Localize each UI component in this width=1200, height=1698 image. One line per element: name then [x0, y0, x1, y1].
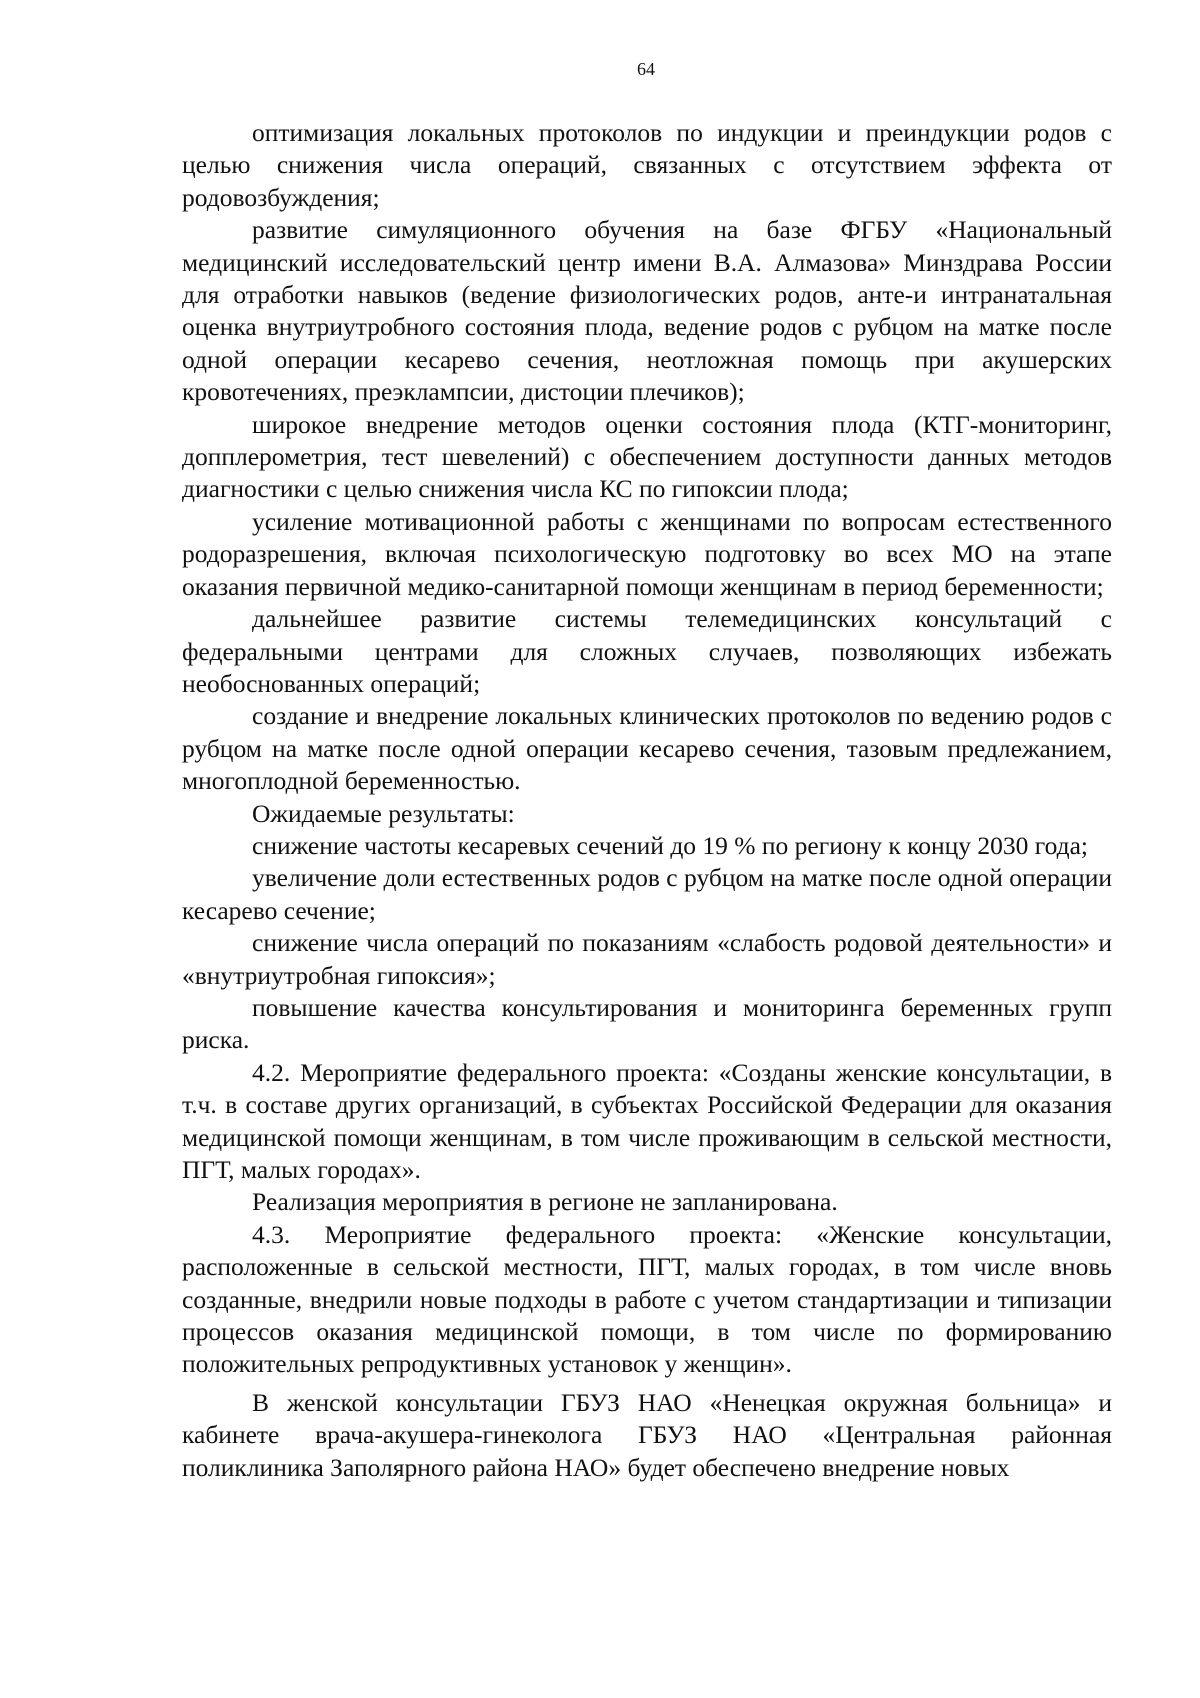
paragraph: оптимизация локальных протоколов по индукции и преиндукции родов с целью снижения числа операций, связанных с отсутствием эффекта от родовозбуждения;	[182, 118, 1112, 212]
paragraph: В женской консультации ГБУЗ НАО «Ненецкая окружная больница» и кабинете врача-акушера-гинеколога ГБУЗ НАО «Центральная районная поликлиника Заполярного района НАО» будет обеспечено внедрение новых	[182, 1387, 1112, 1482]
paragraph: усиление мотивационной работы с женщинами по вопросам естественного родоразрешения, включая психологическую подготовку во всех МО на этапе оказания первичной медико-санитарной помощи женщинам в период беременности;	[182, 506, 1112, 601]
paragraph: широкое внедрение методов оценки состояния плода (КТГ-мониторинг, допплерометрия, тест шевелений) с обеспечением доступности данных методов диагностики с целью снижения числа КС по гипоксии плода;	[182, 409, 1112, 504]
paragraph: Реализация мероприятия в регионе не запланирована.	[252, 1187, 838, 1217]
page-number: 64	[637, 59, 655, 79]
paragraph: снижение числа операций по показаниям «слабость родовой деятельности» и «внутриутробная гипоксия»;	[182, 928, 1112, 990]
paragraph: увеличение доли естественных родов с рубцом на матке после одной операции кесарево сечение;	[182, 863, 1112, 925]
paragraph: Ожидаемые результаты:	[252, 798, 515, 828]
paragraph: создание и внедрение локальных клинических протоколов по ведению родов с рубцом на матке после одной операции кесарево сечения, тазовым предлежанием, многоплодной беременностью.	[182, 701, 1112, 796]
paragraph: повышение качества консультирования и мониторинга беременных групп риска.	[182, 992, 1112, 1055]
paragraph: снижение частоты кесаревых сечений до 19 % по региону к концу 2030 года;	[252, 830, 1088, 860]
body-text	[182, 117, 1112, 1484]
paragraph: развитие симуляционного обучения на базе ФГБУ «Национальный медицинский исследовательский центр имени В.А. Алмазова» Минздрава России для отработки навыков (ведение физиологических родов, анте-и интранатальная оценка внутриутробного состояния плода, ведение родов с рубцом на матке после одной операции кесарево сечения, неотложная помощь при акушерских кровотечениях, преэклампсии, дистоции плечиков);	[182, 215, 1112, 407]
paragraph: 4.2. Мероприятие федерального проекта: «Созданы женские консультации, в т.ч. в составе других организаций, в субъектах Российской Федерации для оказания медицинской помощи женщинам, в том числе проживающим в сельской местности, ПГТ, малых городах».	[182, 1057, 1112, 1184]
paragraph: 4.3. Мероприятие федерального проекта: «Женские консультации, расположенные в сельской местности, ПГТ, малых городах, в том числе вновь созданные, внедрили новые подходы в работе с учетом стандартизации и типизации процессов оказания медицинской помощи, в том числе по формированию положительных репродуктивных установок у женщин».	[182, 1219, 1112, 1379]
paragraph: дальнейшее развитие системы телемедицинских консультаций с федеральными центрами для сложных случаев, позволяющих избежать необоснованных операций;	[182, 604, 1112, 698]
